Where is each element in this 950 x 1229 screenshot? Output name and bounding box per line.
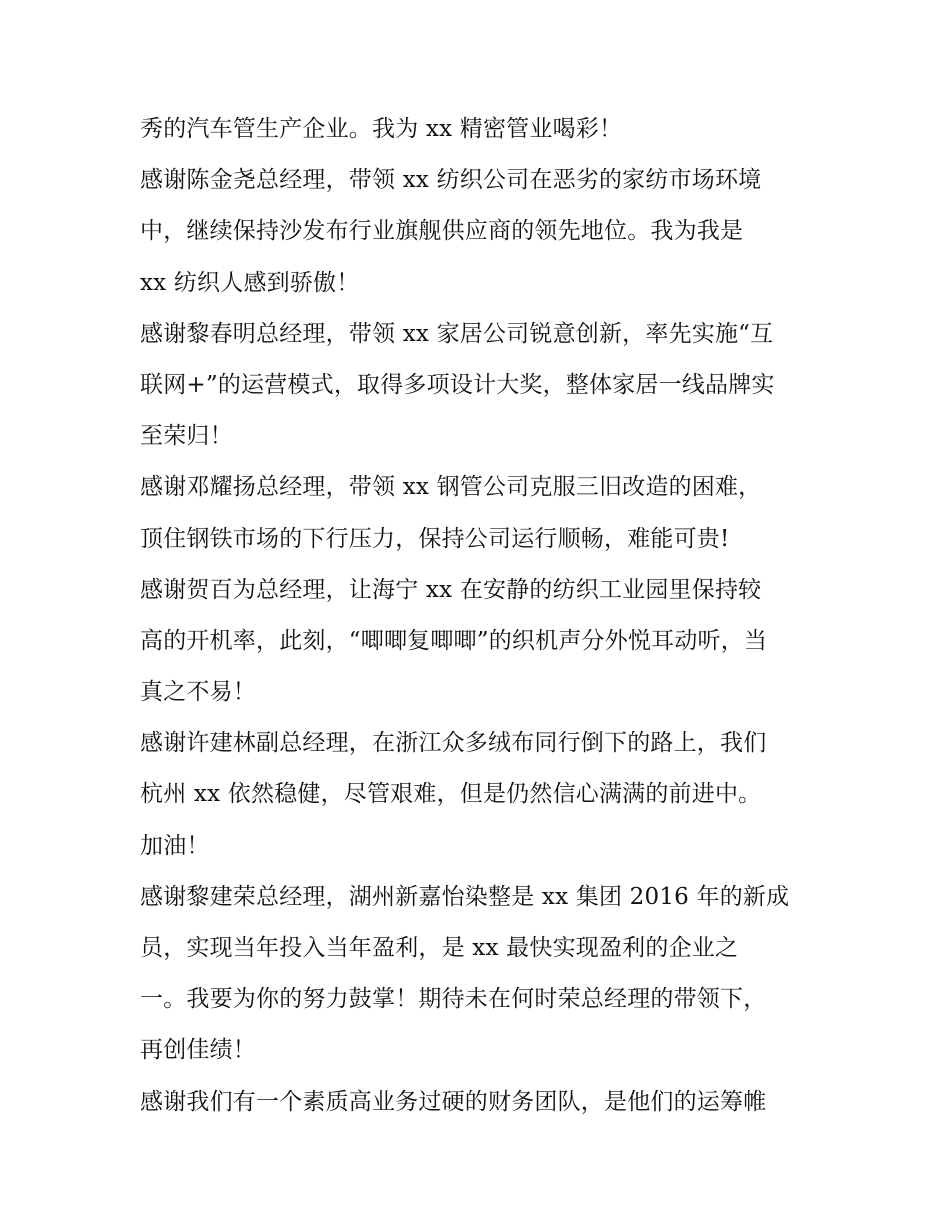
- text-line-9: 顶住钢铁市场的下行压力，保持公司运行顺畅，难能可贵!: [140, 525, 730, 552]
- text-line-16: 感谢黎建荣总经理，湖州新嘉怡染整是 xx 集团 2016 年的新成: [140, 883, 790, 910]
- text-line-5: 感谢黎春明总经理，带领 xx 家居公司锐意创新，率先实施“互: [140, 320, 774, 347]
- text-line-3: 中，继续保持沙发布行业旗舰供应商的领先地位。我为我是: [140, 218, 744, 245]
- text-line-8: 感谢邓耀扬总经理，带领 xx 钢管公司克服三旧改造的困难，: [140, 474, 762, 501]
- text-line-14: 杭州 xx 依然稳健，尽管艰难，但是仍然信心满满的前进中。: [140, 781, 762, 808]
- text-line-15: 加油！: [140, 832, 210, 859]
- body-text: [140, 104, 820, 1128]
- text-line-13: 感谢许建林副总经理，在浙江众多绒布同行倒下的路上，我们: [140, 730, 767, 757]
- text-line-12: 真之不易！: [140, 679, 256, 706]
- text-line-18: 一。我要为你的努力鼓掌！期待未在何时荣总经理的带领下，: [140, 986, 767, 1013]
- text-line-2: 感谢陈金尧总经理，带领 xx 纺织公司在恶劣的家纺市场环境: [140, 167, 762, 194]
- text-line-10: 感谢贺百为总经理，让海宁 xx 在安静的纺织工业园里保持较: [140, 576, 762, 603]
- text-line-11: 高的开机率，此刻，“唧唧复唧唧”的织机声分外悦耳动听，当: [140, 627, 768, 654]
- text-line-19: 再创佳绩！: [140, 1037, 256, 1064]
- text-line-17: 员，实现当年投入当年盈利，是 xx 最快实现盈利的企业之: [140, 935, 739, 961]
- text-line-20: 感谢我们有一个素质高业务过硬的财务团队，是他们的运筹帷: [140, 1088, 767, 1115]
- text-line-1: 秀的汽车管生产企业。我为 xx 精密管业喝彩！: [140, 116, 623, 142]
- text-line-7: 至荣归！: [140, 423, 233, 450]
- text-line-4: xx 纺织人感到骄傲！: [140, 269, 360, 296]
- text-line-6: 联网+”的运营模式，取得多项设计大奖，整体家居一线品牌实: [140, 371, 775, 398]
